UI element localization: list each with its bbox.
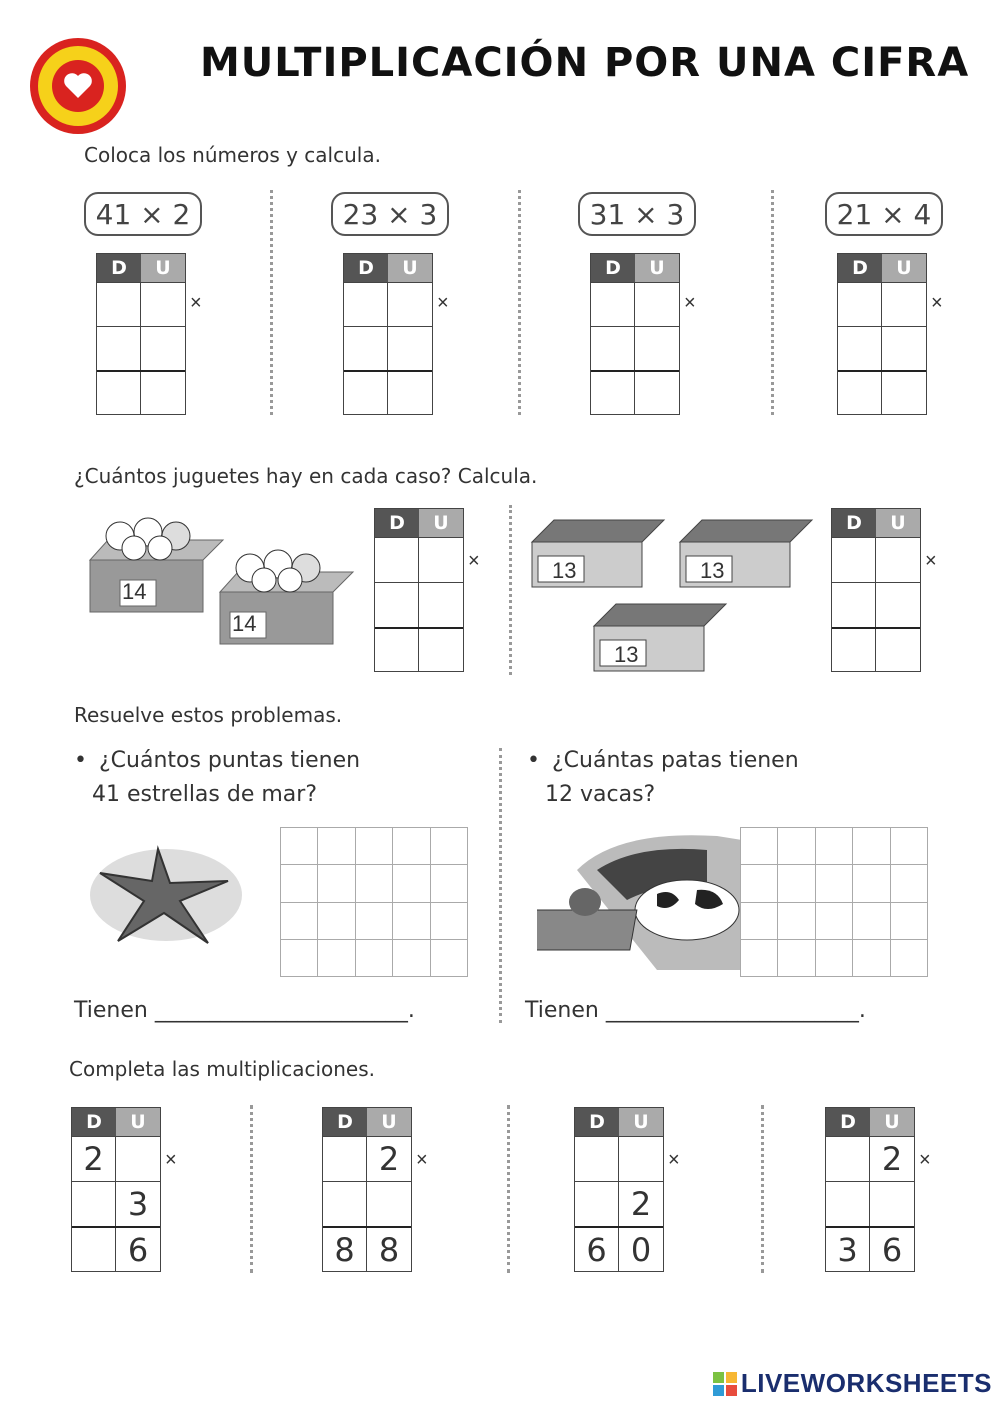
cell[interactable] [375,538,419,582]
cell[interactable] [344,372,388,414]
bullet: • [527,748,540,773]
cell[interactable] [72,1182,116,1226]
header-d: D [832,509,876,537]
header-d: D [591,254,635,282]
cell[interactable] [838,283,882,326]
cell[interactable] [141,327,185,370]
header-u: U [388,254,432,282]
footer-text: LIVEWORKSHEETS [740,1368,992,1398]
cell[interactable] [832,629,876,672]
cell[interactable] [870,1182,914,1226]
header-u: U [116,1108,160,1136]
cell[interactable] [591,283,635,326]
exercise-1-label: 41 × 2 [84,192,202,236]
section-1-heading: Coloca los números y calcula. [84,143,381,167]
cell[interactable] [635,283,679,326]
answer-grid[interactable] [280,827,468,977]
cell[interactable]: 2 [378,1140,400,1178]
cell[interactable] [344,283,388,326]
car-tray-illustration [528,512,818,672]
cell[interactable] [876,629,920,672]
cell[interactable] [575,1182,619,1226]
divider [507,1105,510,1273]
times-sign: × [925,550,937,572]
liveworksheets-logo [713,1368,992,1399]
page-title: MULTIPLICACIÓN POR UNA CIFRA [200,40,970,86]
cell[interactable] [344,327,388,370]
starfish-illustration [88,843,243,948]
cell[interactable] [882,283,926,326]
cell[interactable]: 0 [630,1230,652,1269]
du-grid[interactable] [590,253,680,415]
cell[interactable] [826,1137,870,1181]
exercise-4-label: 21 × 4 [825,192,943,236]
bullet: • [74,748,87,773]
times-sign: × [437,292,449,314]
times-sign: × [931,292,943,314]
du-grid[interactable] [831,508,921,672]
cell[interactable] [882,327,926,370]
cell[interactable] [635,372,679,414]
du-grid[interactable] [374,508,464,672]
problem-1 [74,744,360,812]
cell[interactable]: 8 [378,1230,400,1269]
header-u: U [635,254,679,282]
answer-line-2[interactable]: Tienen _______________________. [525,998,866,1023]
logo-text [28,36,40,37]
section-3-heading: Resuelve estos problemas. [74,703,343,727]
cell[interactable] [876,538,920,582]
exercise-2-label: 23 × 3 [331,192,449,236]
complete-grid[interactable] [825,1107,915,1272]
answer-line-1[interactable]: Tienen _______________________. [74,998,415,1023]
cell[interactable] [882,372,926,414]
tray-label: 13 [700,558,725,583]
times-sign: × [468,550,480,572]
cell[interactable] [323,1137,367,1181]
complete-grid[interactable] [574,1107,664,1272]
divider [499,748,502,1023]
header-u: U [882,254,926,282]
header-u: U [870,1108,914,1136]
cell[interactable] [419,538,463,582]
ball-box-illustration [78,512,363,647]
cell[interactable] [97,327,141,370]
cell[interactable] [375,629,419,672]
cell[interactable] [367,1182,411,1226]
cell[interactable] [97,372,141,414]
header-u: U [419,509,463,537]
cell[interactable]: 3 [826,1228,870,1271]
header-u: U [619,1108,663,1136]
cell[interactable] [838,327,882,370]
header-u: U [141,254,185,282]
cell[interactable] [116,1137,160,1181]
du-grid[interactable] [343,253,433,415]
cell[interactable] [591,372,635,414]
school-logo [28,36,128,136]
cell[interactable] [388,283,432,326]
times-sign: × [165,1149,177,1171]
cell[interactable] [575,1137,619,1181]
tray-label: 13 [552,558,577,583]
cell[interactable]: 2 [881,1140,903,1178]
cell[interactable]: 2 [630,1185,652,1223]
problem-1-line2: 41 estrellas de mar? [92,782,317,807]
liveworksheets-icon [713,1372,737,1396]
du-grid[interactable] [96,253,186,415]
complete-grid[interactable] [71,1107,161,1272]
cell[interactable] [635,327,679,370]
times-sign: × [416,1149,428,1171]
exercise-3-label: 31 × 3 [578,192,696,236]
header-d: D [323,1108,367,1136]
cell[interactable] [72,1228,116,1271]
section-2-heading: ¿Cuántos juguetes hay en cada caso? Calcula. [74,464,538,488]
times-sign: × [684,292,696,314]
cows-illustration [537,830,742,975]
complete-grid[interactable] [322,1107,412,1272]
cell[interactable] [826,1182,870,1226]
header-d: D [375,509,419,537]
cell[interactable] [876,583,920,627]
cell[interactable]: 6 [881,1230,903,1269]
divider [771,190,774,415]
cell[interactable]: 6 [575,1228,619,1271]
header-u: U [876,509,920,537]
cell[interactable]: 3 [127,1185,149,1223]
cell[interactable]: 2 [72,1137,116,1181]
cell[interactable] [323,1182,367,1226]
problem-2-line2: 12 vacas? [545,782,656,807]
tray-label: 13 [614,642,639,667]
cell[interactable]: 6 [127,1230,149,1269]
divider [509,505,512,675]
cell[interactable]: 8 [323,1228,367,1271]
cell[interactable] [591,327,635,370]
cell[interactable] [619,1137,663,1181]
box-label: 14 [122,579,147,604]
box-label: 14 [232,611,257,636]
cell[interactable] [832,583,876,627]
cell[interactable] [141,372,185,414]
header-d: D [72,1108,116,1136]
problem-2-line1: ¿Cuántas patas tienen [551,748,799,773]
cell[interactable] [419,629,463,672]
times-sign: × [190,292,202,314]
cell[interactable] [832,538,876,582]
header-d: D [344,254,388,282]
times-sign: × [668,1149,680,1171]
divider [518,190,521,415]
cell[interactable] [97,283,141,326]
header-d: D [97,254,141,282]
divider [250,1105,253,1273]
cell[interactable] [838,372,882,414]
problem-2 [527,744,799,812]
du-grid[interactable] [837,253,927,415]
times-sign: × [919,1149,931,1171]
header-d: D [575,1108,619,1136]
problem-1-line1: ¿Cuántos puntas tienen [98,748,361,773]
cell[interactable] [375,583,419,627]
cell[interactable] [388,327,432,370]
divider [761,1105,764,1273]
cell[interactable] [388,372,432,414]
header-d: D [838,254,882,282]
header-d: D [826,1108,870,1136]
cell[interactable] [419,583,463,627]
section-4-heading: Completa las multiplicaciones. [69,1057,376,1081]
divider [270,190,273,415]
header-u: U [367,1108,411,1136]
cell[interactable] [141,283,185,326]
answer-grid[interactable] [740,827,928,977]
